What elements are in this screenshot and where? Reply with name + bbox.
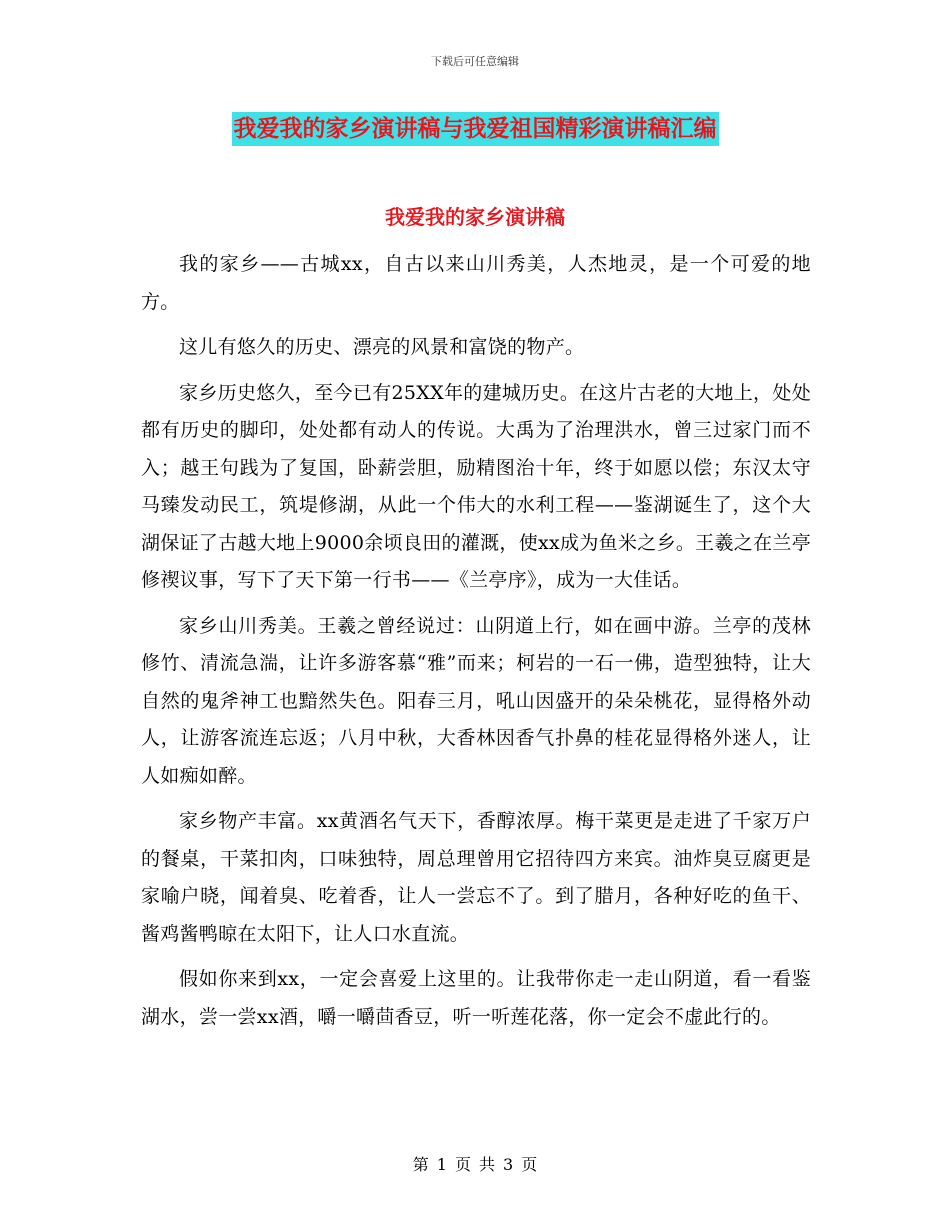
paragraph-3: 家乡历史悠久，至今已有25XX年的建城历史。在这片古老的大地上，处处都有历史的脚印，处处都有动人的传说。大禹为了治理洪水，曾三过家门而不入；越王句践为了复国，卧薪尝胆，励精图治十年，终于如愿以偿；东汉太守马臻发动民工，筑堤修湖，从此一个伟大的水利工程——鉴湖诞生了，这个大湖保证了古越大地上9000余顷良田的灌溉，使xx成为鱼米之乡。王羲之在兰亭修禊议事，写下了天下第一行书——《兰亭序》，成为一大佳话。	[141, 381, 811, 591]
paragraph-2: 这儿有悠久的历史、漂亮的风景和富饶的物产。	[179, 336, 585, 358]
paragraph-4: 家乡山川秀美。王羲之曾经说过：山阴道上行，如在画中游。兰亭的茂林修竹、清流急湍，让许多游客慕“雅”而来；柯岩的一石一佛，造型独特，让大自然的鬼斧神工也黯然失色。阳春三月，吼山因盛开的朵朵桃花，显得格外动人，让游客流连忘返；八月中秋，大香林因香气扑鼻的桂花显得格外迷人，让人如痴如醉。	[141, 614, 811, 787]
footer-page-suffix: 页	[521, 1155, 538, 1174]
main-title: 我爱我的家乡演讲稿与我爱祖国精彩演讲稿汇编	[232, 112, 719, 146]
main-title-container	[0, 112, 950, 146]
footer-total-prefix: 共	[479, 1155, 496, 1174]
paragraph-1: 我的家乡——古城xx，自古以来山川秀美，人杰地灵，是一个可爱的地方。	[141, 253, 811, 313]
page-footer	[0, 1152, 950, 1175]
paragraph-6: 假如你来到xx，一定会喜爱上这里的。让我带你走一走山阴道，看一看鉴湖水，尝一尝xx酒，嚼一嚼茴香豆，听一听莲花落，你一定会不虚此行的。	[141, 968, 811, 1028]
footer-page-total: 3	[503, 1155, 514, 1174]
section-title: 我爱我的家乡演讲稿	[385, 205, 565, 229]
header-note: 下载后可任意编辑	[431, 55, 519, 68]
footer-page-mid: 页	[454, 1155, 471, 1174]
document-body	[141, 246, 811, 1044]
paragraph-5: 家乡物产丰富。xx黄酒名气天下，香醇浓厚。梅干菜更是走进了千家万户的餐桌，干菜扣肉，口味独特，周总理曾用它招待四方来宾。油炸臭豆腐更是家喻户晓，闻着臭、吃着香，让人一尝忘不了。到了腊月，各种好吃的鱼干、酱鸡酱鸭晾在太阳下，让人口水直流。	[141, 810, 811, 945]
footer-page-current: 1	[436, 1155, 447, 1174]
footer-page-prefix: 第	[412, 1155, 429, 1174]
